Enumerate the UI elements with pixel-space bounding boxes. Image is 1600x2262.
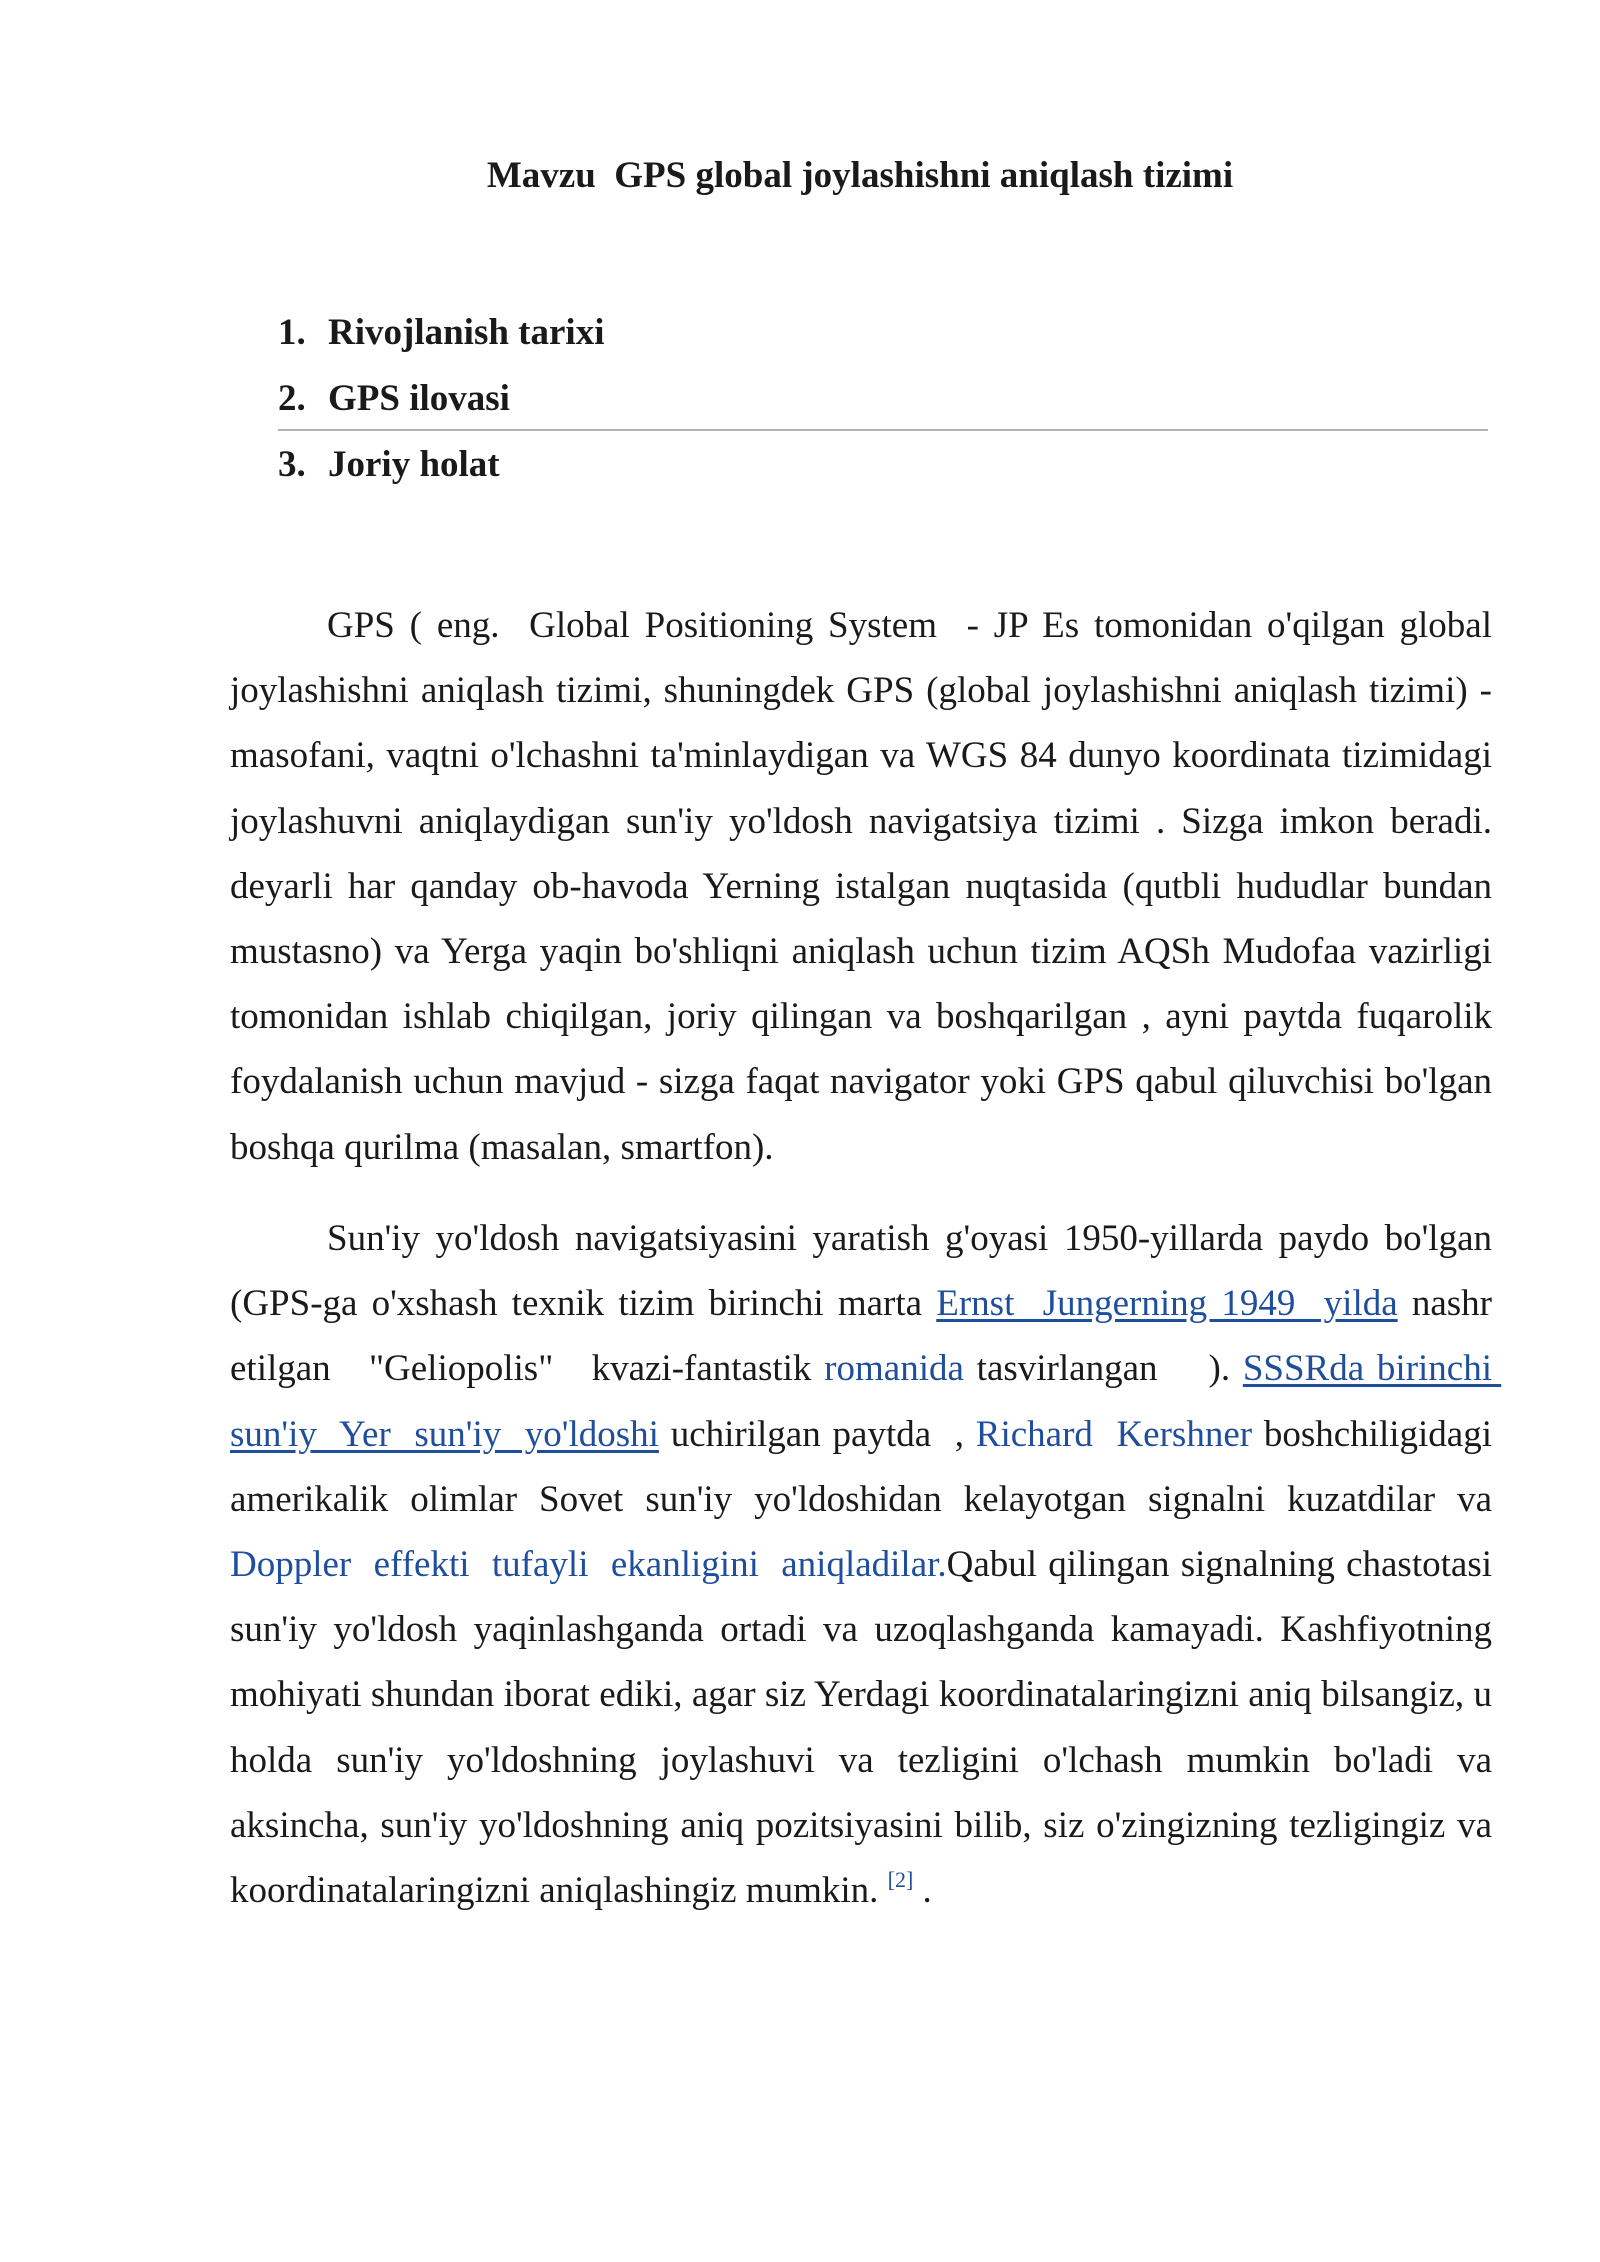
paragraph-gps-definition [230,593,1502,1180]
link-richard-kershner[interactable]: Richard Kershner [975,1413,1253,1455]
outline-item-label: Joriy holat [328,444,500,485]
paragraph-text: Qabul qilingan signalning chastotasi sun'iy yo'ldosh yaqinlashganda ortadi va uzoqlashganda kamayadi. Kashfiyotning mohiyati shundan iborat ediki, agar siz Yerdagi koordinatalaringizni aniq bilsangiz, u holda sun'iy yo'ldoshning joylashuvi va tezligini o'lchash mumkin bo'ladi va aksincha, sun'iy yo'ldoshning aniq pozitsiyasini bilib, siz o'zingizning tezligingiz va koordinatalaringizni aniqlashingiz mumkin. [230,1544,1502,1912]
paragraph-gps-history [230,1206,1502,1923]
page-title: Mavzu GPS global joylashishni aniqlash tizimi [486,155,1234,196]
paragraph-text: uchirilgan paytda , [658,1413,976,1455]
link-sssr-first-satellite[interactable]: SSSRda birinchi sun'iy Yer sun'iy yo'ldoshi [230,1348,1502,1455]
outline-item [278,432,1488,498]
outline-item-label: GPS ilovasi [328,378,510,419]
outline-divider [278,429,1488,431]
outline-item [278,366,1488,432]
paragraph-text: GPS ( eng. Global Positioning System - JP Es tomonidan o'qilgan global joylashishni aniqlash tizimi, shuningdek GPS (global joylashishni aniqlash tizimi) - masofani, vaqtni o'lchashni ta'minlaydigan va WGS 84 dunyo koordinata tizimidagi joylashuvni aniqlaydigan sun'iy yo'ldosh navigatsiya tizimi . Sizga imkon beradi. deyarli har qanday ob-havoda Yerning istalgan nuqtasida (qutbli hududlar bundan mustasno) va Yerga yaqin bo'shliqni aniqlash uchun tizim AQSh Mudofaa vazirligi tomonidan ishlab chiqilgan, joriy qilingan va boshqarilgan , ayni paytda fuqarolik foydalanish uchun mavjud - sizga faqat navigator yoki GPS qabul qiluvchisi bo'lgan boshqa qurilma (masalan, smartfon). [230,605,1502,1168]
outline-item-number: 3. [278,444,306,485]
outline-item-number: 2. [278,378,306,419]
topic-outline [278,300,1488,498]
outline-item-label: Rivojlanish tarixi [328,312,605,353]
paragraph-text: tasvirlangan ). [963,1348,1243,1390]
paragraph-text: boshchiligidagi amerikalik olimlar Sovet sun'iy yo'ldoshidan kelayotgan signalni kuzatdilar va [230,1413,1502,1520]
link-romanida[interactable]: romanida [824,1348,964,1390]
paragraph-text: Sun'iy yo'ldosh navigatsiyasini yaratish g'oyasi 1950-yillarda paydo bo'lgan (GPS-ga o'xshash texnik tizim birinchi marta [230,1218,1502,1325]
footnote-reference[interactable]: [2] [887,1867,914,1893]
link-ernst-jungerning[interactable]: Ernst Jungerning 1949 yilda [936,1283,1398,1325]
link-doppler-effect[interactable]: Doppler effekti tufayli ekanligini aniqladilar. [230,1544,947,1586]
paragraph-text: . [913,1870,932,1912]
outline-item-number: 1. [278,312,306,353]
paragraph-text: nashr etilgan "Geliopolis" kvazi-fantastik [230,1283,1502,1390]
outline-item [278,300,1488,366]
